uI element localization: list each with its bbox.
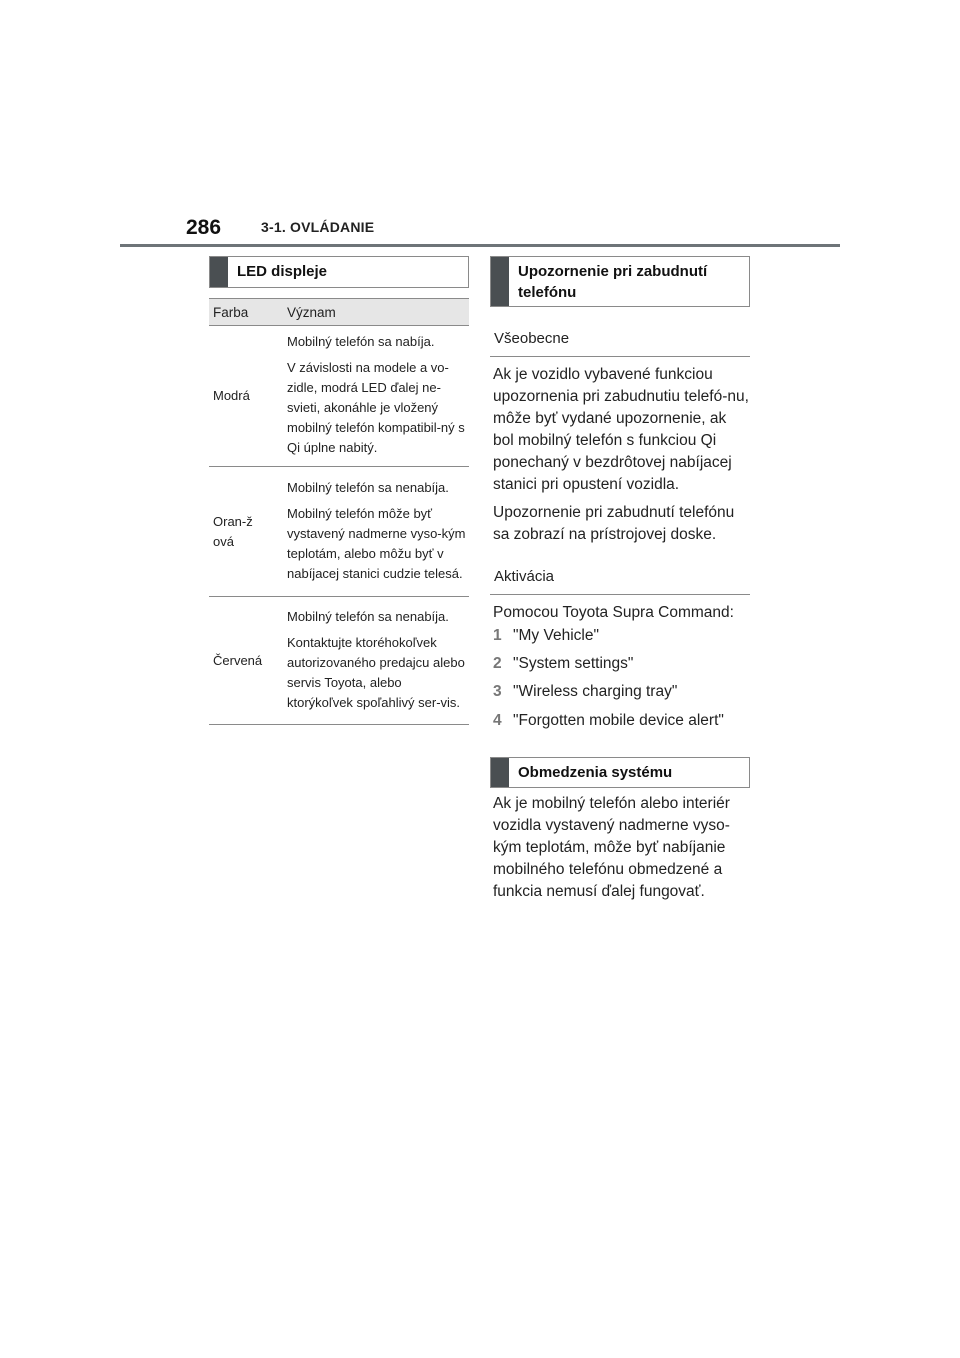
subheading-general: Všeobecne <box>490 330 750 357</box>
step-item <box>493 712 724 730</box>
section-heading-label: Obmedzenia systému <box>518 764 673 781</box>
step-text: "Forgotten mobile device alert" <box>513 712 724 729</box>
paragraph-text: Ak je vozidlo vybavené funkciou upozornenia pri zabudnutiu telefó-nu, môže byť vydané upozornenie, ak bol mobilný telefón s funkciou Qi ponechaný v bezdrôtovej nabíjacej stanici pri opustení vozidla. <box>493 366 749 493</box>
table-row <box>209 467 469 597</box>
heading-bar <box>210 257 228 287</box>
color-cell: Modrá <box>209 326 283 467</box>
step-text: "System settings" <box>513 655 634 672</box>
subheading-activation: Aktivácia <box>490 568 750 595</box>
section-heading-system-limits <box>490 757 750 788</box>
section-heading-label: Upozornenie pri zabudnutí telefónu <box>518 263 708 301</box>
section-heading-forgotten-phone-alert <box>490 256 750 307</box>
color-cell: Červená <box>209 597 283 725</box>
section-heading-label: LED displeje <box>237 263 328 280</box>
meaning-line: Mobilný telefón sa nabíja. <box>287 334 435 349</box>
table-row <box>209 597 469 725</box>
activation-intro: Pomocou Toyota Supra Command: <box>493 604 734 621</box>
step-text: "Wireless charging tray" <box>513 683 678 700</box>
led-table <box>209 298 469 725</box>
heading-bar <box>491 758 509 787</box>
paragraph-text: Upozornenie pri zabudnutí telefónu sa zobrazí na prístrojovej doske. <box>493 504 735 543</box>
meaning-cell <box>283 597 469 725</box>
meaning-cell <box>283 326 469 467</box>
meaning-line: Mobilný telefón sa nenabíja. <box>287 608 449 624</box>
heading-bar <box>491 257 509 306</box>
section-heading-led-displays <box>209 256 469 288</box>
header-rule <box>120 244 840 247</box>
step-number: 3 <box>493 683 502 700</box>
paragraph-general <box>493 364 751 546</box>
step-item <box>493 627 599 645</box>
step-number: 1 <box>493 627 502 644</box>
meaning-detail: Mobilný telefón môže byť vystavený nadmerne vyso-kým teplotám, alebo môžu byť v nabíjacej stanici cudzie telesá. <box>287 505 466 581</box>
step-number: 4 <box>493 712 502 729</box>
paragraph-limits: Ak je mobilný telefón alebo interiér vozidla vystavený nadmerne vyso-kým teplotám, môže byť nabíjanie mobilného telefónu obmedzené a funkcia nemusí ďalej fungovať. <box>493 795 730 900</box>
table-header-color: Farba <box>209 299 283 326</box>
meaning-detail: Kontaktujte ktoréhokoľvek autorizovaného predajcu alebo servis Toyota, alebo ktorýkoľvek spoľahlivý ser-vis. <box>287 634 465 710</box>
chapter-title: 3-1. OVLÁDANIE <box>261 219 375 235</box>
meaning-line: Mobilný telefón sa nenabíja. <box>287 479 449 495</box>
meaning-cell <box>283 467 469 597</box>
step-item <box>493 655 633 673</box>
step-item <box>493 683 677 701</box>
meaning-detail: V závislosti na modele a vo-zidle, modrá LED ďalej ne-svieti, akonáhle je vložený mobilný telefón kompatibil-ný s Qi úplne nabitý. <box>287 360 465 455</box>
page-number: 286 <box>186 216 222 239</box>
table-header-meaning: Význam <box>283 299 469 326</box>
color-cell-text: Oran-žová <box>213 513 253 549</box>
step-text: "My Vehicle" <box>513 627 599 644</box>
step-number: 2 <box>493 655 502 672</box>
table-row <box>209 326 469 467</box>
color-cell <box>209 467 283 597</box>
